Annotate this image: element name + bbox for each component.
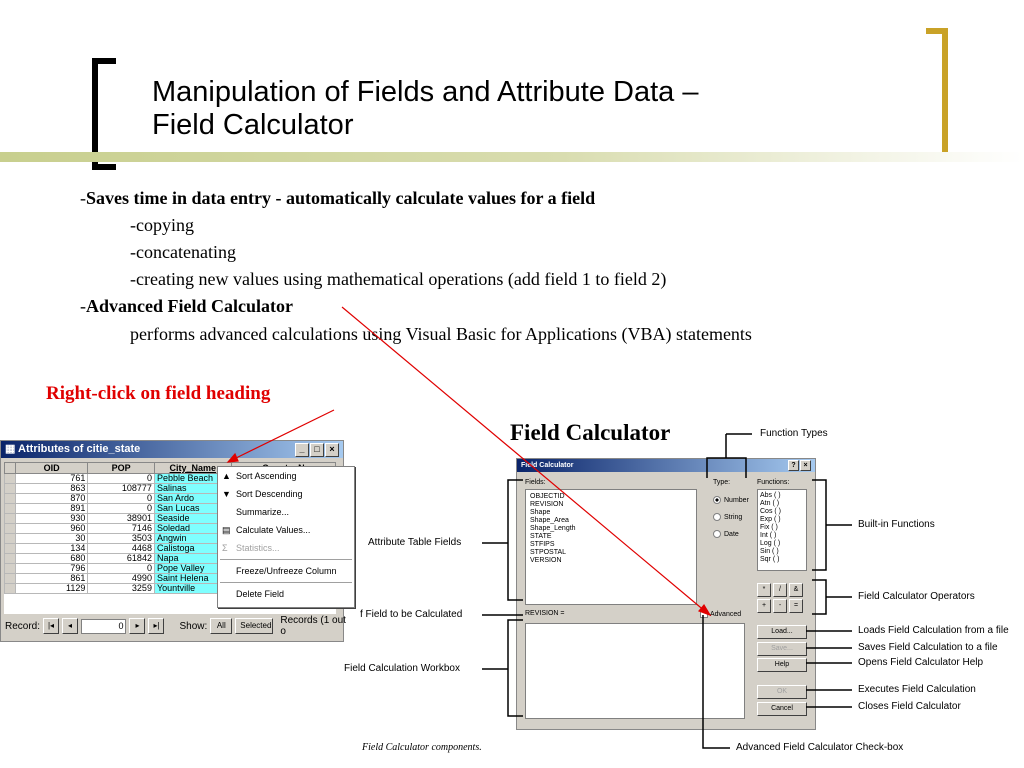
- field-list-item[interactable]: REVISION: [530, 501, 564, 508]
- cell-oid: 1129: [15, 584, 87, 594]
- callout-loads: Loads Field Calculation from a file: [858, 625, 1009, 636]
- calculator-icon: ▤: [222, 525, 231, 535]
- function-list-item[interactable]: Exp ( ): [760, 516, 781, 523]
- cell-city-name: Pebble Beach: [154, 474, 231, 484]
- callout-opens-help: Opens Field Calculator Help: [858, 657, 984, 668]
- help-icon[interactable]: ?: [788, 460, 799, 471]
- cell-pop: 4468: [88, 544, 155, 554]
- cell-oid: 796: [15, 564, 87, 574]
- function-list-item[interactable]: Atn ( ): [760, 500, 780, 507]
- cell-oid: 761: [15, 474, 87, 484]
- leader-advanced: [703, 615, 730, 748]
- cell-pop: 0: [88, 564, 155, 574]
- cell-oid: 863: [15, 484, 87, 494]
- cell-pop: 0: [88, 494, 155, 504]
- menu-label: Freeze/Unfreeze Column: [236, 566, 337, 576]
- cell-pop: 0: [88, 504, 155, 514]
- bullet-1-text: Saves time in data entry - automatically calculate values for a field: [86, 188, 596, 208]
- field-calculator-title: Field Calculator: [521, 462, 574, 469]
- red-arrowhead-rightclick: [228, 454, 238, 462]
- callout-closes: Closes Field Calculator: [858, 701, 961, 712]
- bracket-function-types: [707, 458, 746, 478]
- cell-oid: 861: [15, 574, 87, 584]
- cell-city-name: San Ardo: [154, 494, 231, 504]
- operator-button[interactable]: /: [773, 583, 787, 597]
- callout-field-to-calc: f Field to be Calculated: [360, 609, 463, 620]
- first-record-button[interactable]: |◂: [43, 618, 59, 634]
- bracket-builtin: [812, 480, 826, 570]
- record-number-input[interactable]: 0: [81, 619, 126, 634]
- advanced-label: Advanced: [710, 610, 742, 618]
- cell-city-name: Yountville: [154, 584, 231, 594]
- operator-button[interactable]: *: [757, 583, 771, 597]
- cell-oid: 891: [15, 504, 87, 514]
- cell-pop: 38901: [88, 514, 155, 524]
- bullet-2-sub-vba: performs advanced calculations using Visual Basic for Applications (VBA) statements: [130, 324, 752, 344]
- cell-city-name: Soledad: [154, 524, 231, 534]
- slide-title-line2: Field Calculator: [152, 109, 354, 141]
- red-arrow-advanced: [342, 307, 706, 612]
- attributes-window-title: Attributes of citie_state: [18, 443, 141, 455]
- radio-label: Date: [724, 530, 739, 538]
- field-list-item[interactable]: STPOSTAL: [530, 549, 567, 556]
- field-list-item[interactable]: STATE: [530, 533, 552, 540]
- cell-pop: 7146: [88, 524, 155, 534]
- cell-oid: 680: [15, 554, 87, 564]
- callout-function-types: Function Types: [760, 428, 828, 439]
- callout-executes: Executes Field Calculation: [858, 684, 976, 695]
- menu-label: Statistics...: [236, 543, 280, 553]
- function-list-item[interactable]: Sin ( ): [760, 548, 779, 555]
- cell-pop: 61842: [88, 554, 155, 564]
- functions-label: Functions:: [757, 479, 790, 486]
- operator-button[interactable]: &: [789, 583, 803, 597]
- last-record-button[interactable]: ▸|: [148, 618, 164, 634]
- operator-button[interactable]: =: [789, 599, 803, 613]
- cell-pop: 4990: [88, 574, 155, 584]
- field-calculator-heading: Field Calculator: [510, 420, 671, 445]
- type-label: Type:: [713, 479, 731, 486]
- function-list-item[interactable]: Fix ( ): [760, 524, 778, 531]
- field-list-item[interactable]: Shape: [530, 509, 551, 516]
- column-header-city-name[interactable]: City_Name: [154, 463, 231, 474]
- callout-saves: Saves Field Calculation to a file: [858, 642, 998, 653]
- cell-city-name: Calistoga: [154, 544, 231, 554]
- cell-city-name: San Lucas: [154, 504, 231, 514]
- menu-label: Delete Field: [236, 589, 285, 599]
- table-icon: ▦: [5, 443, 19, 455]
- cell-oid: 930: [15, 514, 87, 524]
- cell-pop: 108777: [88, 484, 155, 494]
- function-list-item[interactable]: Sqr ( ): [760, 556, 780, 563]
- cell-oid: 960: [15, 524, 87, 534]
- bullet-1-sub-concatenating: -concatenating: [130, 242, 236, 262]
- callout-attribute-fields: Attribute Table Fields: [368, 537, 462, 548]
- function-list-item[interactable]: Abs ( ): [760, 492, 781, 499]
- save-button[interactable]: Save...: [757, 642, 807, 656]
- function-list-item[interactable]: Log ( ): [760, 540, 781, 547]
- bracket-operators: [812, 580, 826, 614]
- red-arrow-rightclick: [232, 410, 334, 460]
- fields-label: Fields:: [525, 479, 546, 486]
- cell-pop: 3259: [88, 584, 155, 594]
- slide-title-line1: Manipulation of Fields and Attribute Data –: [152, 76, 699, 108]
- figure-caption: Field Calculator components.: [362, 742, 482, 753]
- next-record-button[interactable]: ▸: [129, 618, 145, 634]
- field-list-item[interactable]: Shape_Area: [530, 517, 569, 524]
- cell-city-name: Seaside: [154, 514, 231, 524]
- menu-label: Sort Ascending: [236, 471, 297, 481]
- show-label: Show:: [179, 620, 208, 632]
- cell-oid: 30: [15, 534, 87, 544]
- menu-label: Summarize...: [236, 507, 290, 517]
- close-icon[interactable]: ×: [800, 460, 811, 471]
- prev-record-button[interactable]: ◂: [62, 618, 78, 634]
- operator-button[interactable]: -: [773, 599, 787, 613]
- function-list-item[interactable]: Int ( ): [760, 532, 777, 539]
- red-arrowhead-advanced: [699, 605, 710, 615]
- records-count-text: Records (1 out o: [280, 615, 346, 637]
- radio-label: String: [724, 513, 743, 521]
- field-list-item[interactable]: VERSION: [530, 557, 562, 564]
- menu-label: Sort Descending: [236, 489, 303, 499]
- bullet-1-sub-copying: -copying: [130, 215, 194, 235]
- right-click-label: Right-click on field heading: [46, 383, 271, 404]
- record-label: Record:: [5, 620, 41, 632]
- cell-pop: 3503: [88, 534, 155, 544]
- callout-builtin-functions: Built-in Functions: [858, 519, 935, 530]
- menu-label: Calculate Values...: [236, 525, 311, 535]
- cell-city-name: Pope Valley: [154, 564, 231, 574]
- cell-oid: 870: [15, 494, 87, 504]
- bracket-fields: [508, 480, 523, 600]
- cell-city-name: Salinas: [154, 484, 231, 494]
- callout-advanced-checkbox: Advanced Field Calculator Check-box: [736, 742, 904, 753]
- sigma-icon: Σ: [222, 543, 228, 553]
- bracket-workbox: [508, 620, 523, 716]
- cell-pop: 0: [88, 474, 155, 484]
- show-all-button[interactable]: All: [210, 618, 232, 634]
- cancel-button[interactable]: Cancel: [757, 702, 807, 716]
- bullet-1-dash: -: [80, 188, 86, 208]
- cell-city-name: Napa: [154, 554, 231, 564]
- minimize-button[interactable]: _: [295, 443, 309, 457]
- close-button[interactable]: ×: [325, 443, 339, 457]
- callout-workbox: Field Calculation Workbox: [344, 663, 460, 674]
- cell-oid: 134: [15, 544, 87, 554]
- show-selected-button[interactable]: Selected: [235, 618, 273, 634]
- column-header-pop[interactable]: POP: [88, 463, 155, 474]
- field-list-item[interactable]: OBJECTID: [530, 493, 565, 500]
- radio-label: Number: [724, 496, 749, 504]
- help-button[interactable]: Help: [757, 658, 807, 672]
- function-list-item[interactable]: Cos ( ): [760, 508, 781, 515]
- field-list-item[interactable]: Shape_Length: [530, 525, 576, 532]
- bullet-1-sub-math: -creating new values using mathematical operations (add field 1 to field 2): [130, 269, 667, 289]
- maximize-button[interactable]: □: [310, 443, 324, 457]
- column-header-oid[interactable]: OID: [15, 463, 87, 474]
- load-button[interactable]: Load...: [757, 625, 807, 639]
- bullet-2-text: Advanced Field Calculator: [86, 296, 293, 316]
- cell-city-name: Angwin: [154, 534, 231, 544]
- cell-city-name: Saint Helena: [154, 574, 231, 584]
- sort-ascending-icon: ▲: [222, 471, 231, 481]
- ok-button[interactable]: OK: [757, 685, 807, 699]
- sort-descending-icon: ▼: [222, 489, 231, 499]
- callout-operators: Field Calculator Operators: [858, 591, 975, 602]
- expression-label: REVISION =: [525, 610, 565, 617]
- bullet-2-dash: -: [80, 296, 86, 316]
- operator-button[interactable]: +: [757, 599, 771, 613]
- field-list-item[interactable]: STFIPS: [530, 541, 555, 548]
